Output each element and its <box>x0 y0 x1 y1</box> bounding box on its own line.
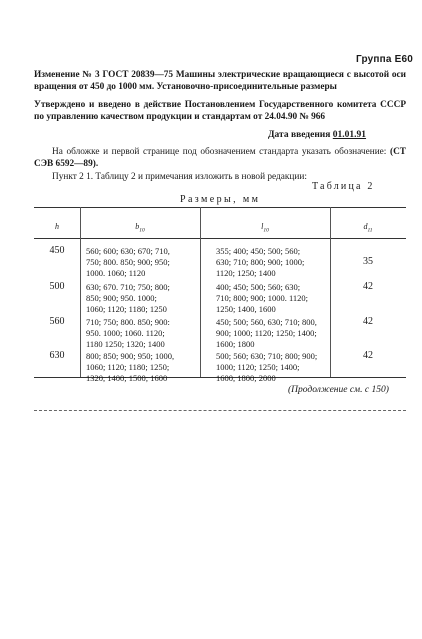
cell-line: 1060; 1120; 1180; 1250 <box>86 304 167 314</box>
table-row-h: 500 <box>49 281 65 292</box>
effective-date-line <box>268 130 366 140</box>
header-b10 <box>80 222 200 234</box>
cell-line: 500; 560; 630; 710; 800; 900; <box>216 351 318 361</box>
cell-line: 710; 750; 800. 850; 900: <box>86 317 170 327</box>
cell-line: 800; 850; 900; 950; 1000, <box>86 351 175 361</box>
table-top-rule <box>34 207 406 208</box>
cell-line: 1120; 1250; 1400 <box>216 268 276 278</box>
table-cell-b10 <box>86 246 198 279</box>
cell-line: 1600; 1800 <box>216 339 255 349</box>
cell-line: 950. 1000; 1060. 1120; <box>86 328 165 338</box>
table-header-rule <box>34 238 406 239</box>
cell-line: 630; 670. 710; 750; 800; <box>86 282 170 292</box>
paragraph-table-revision: Пункт 2 1. Таблицу 2 и примечания изложить в новой редакции: <box>52 172 307 182</box>
header-h-label: h <box>55 222 59 231</box>
table-row-h: 450 <box>49 245 65 256</box>
cell-line: 750; 800. 850; 900; 950; <box>86 257 170 267</box>
table-cell-d11: 42 <box>363 350 373 361</box>
table-cell-d11: 42 <box>363 281 373 292</box>
table-cell-l10 <box>216 282 328 315</box>
paragraph-designation <box>34 147 406 170</box>
header-d11 <box>330 222 406 234</box>
table-cell-d11: 42 <box>363 316 373 327</box>
table-cell-l10 <box>216 351 328 384</box>
cell-line: 710; 800; 900; 1000. 1120; <box>216 293 309 303</box>
table-title: Таблица 2 <box>312 181 375 192</box>
table-row-h: 560 <box>49 316 65 327</box>
table-row-h: 630 <box>49 350 65 361</box>
effective-date-label: Дата введения <box>268 130 331 140</box>
header-d-label: d <box>363 222 368 231</box>
header-l10 <box>200 222 330 234</box>
cell-line: 355; 400; 450; 500; 560; <box>216 246 301 256</box>
header-b-label: b <box>135 222 140 231</box>
header-h <box>34 222 80 231</box>
effective-date-value: 01.01.91 <box>332 130 367 140</box>
cell-line: 900; 1000; 1120; 1250; 1400; <box>216 328 317 338</box>
cell-line: 450; 500; 560, 630; 710; 800, <box>216 317 317 327</box>
cell-line: 1320, 1400; 1500; 1600 <box>86 373 168 383</box>
header-b-subscript: 10 <box>139 227 145 234</box>
cell-line: 560; 600; 630; 670; 710, <box>86 246 170 256</box>
cell-line: 1180 1250; 1320; 1400 <box>86 339 165 349</box>
table-cell-b10 <box>86 317 198 350</box>
cell-line: 400; 450; 500; 560; 630; <box>216 282 301 292</box>
table-cell-b10 <box>86 282 198 315</box>
cell-line: 1060; 1120; 1180; 1250; <box>86 362 170 372</box>
dimensions-caption: Размеры, мм <box>180 194 261 205</box>
cell-line: 1600, 1800; 2000 <box>216 373 276 383</box>
cell-line: 1250; 1400, 1600 <box>216 304 276 314</box>
bottom-dashed-rule <box>34 410 406 411</box>
header-l-subscript: 10 <box>263 227 269 234</box>
cell-line: 630; 710; 800; 900; 1000; <box>216 257 305 267</box>
header-l-label: l <box>261 222 264 231</box>
change-heading: Изменение № 3 ГОСТ 20839—75 Машины электрические вращающиеся с высотой оси вращения от 450 до 1000 мм. Установочно-присоединительные размеры <box>34 70 406 92</box>
table-cell-d11: 35 <box>363 256 373 267</box>
approval-statement: Утверждено и введено в действие Постановлением Государственного комитета СССР по управлению качеством продукции и стандартам от 24.04.90 № 966 <box>34 100 406 122</box>
group-code: Группа Е60 <box>356 54 414 65</box>
cell-line: 1000; 1120; 1250; 1400; <box>216 362 300 372</box>
cell-line: 850; 900; 950. 1000; <box>86 293 157 303</box>
table-cell-l10 <box>216 246 328 279</box>
paragraph-designation-text: На обложке и первой странице под обозначением стандарта указать обозначение: <box>52 147 387 157</box>
table-cell-b10 <box>86 351 198 384</box>
table-cell-l10 <box>216 317 328 350</box>
cell-line: 1000. 1060; 1120 <box>86 268 146 278</box>
header-d-subscript: 11 <box>367 227 373 234</box>
designation-code: (СТ СЭВ 6592—89). <box>34 147 406 169</box>
continuation-note: (Продолжение см. с 150) <box>288 385 389 395</box>
